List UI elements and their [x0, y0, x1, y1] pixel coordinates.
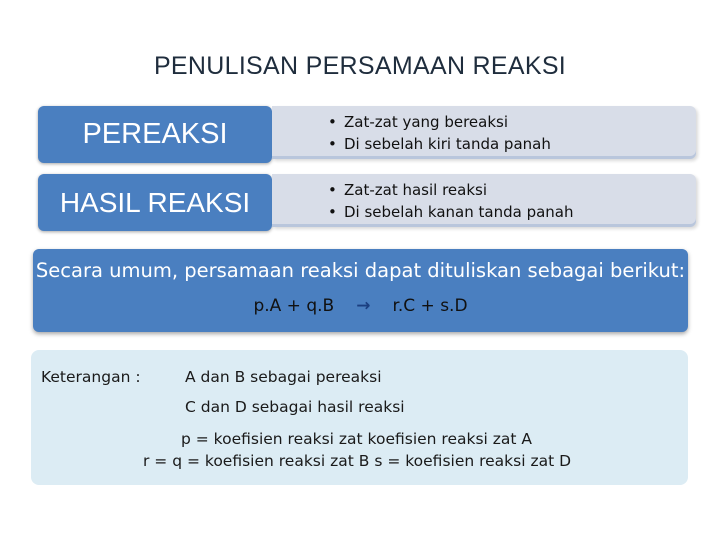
note-line: A dan B sebagai pereaksi — [185, 368, 382, 386]
slide-title: PENULISAN PERSAMAAN REAKSI — [153, 52, 567, 80]
row-description-hasil-reaksi — [272, 174, 696, 227]
definition-row-hasil-reaksi — [38, 174, 696, 231]
notes-heading: Keterangan : — [41, 368, 141, 386]
row-description-pereaksi — [272, 106, 696, 159]
note-line: C dan D sebagai hasil reaksi — [185, 398, 405, 416]
bullet-item — [328, 201, 573, 223]
note-line: r = q = koefisien reaksi zat B s = koefisien reaksi zat D — [143, 452, 572, 470]
general-equation — [33, 296, 688, 316]
bullet-item — [328, 111, 551, 133]
note-line: p = koefisien reaksi zat koefisien reaksi zat A — [181, 430, 533, 448]
bullet-item — [328, 179, 573, 201]
definition-row-pereaksi — [38, 106, 696, 163]
bullet-text: Di sebelah kanan tanda panah — [344, 203, 574, 221]
bullet-text: Di sebelah kiri tanda panah — [344, 135, 551, 153]
bullet-icon: • — [328, 135, 337, 153]
bullet-item — [328, 133, 551, 155]
bullet-icon: • — [328, 181, 337, 199]
general-equation-intro: Secara umum, persamaan reaksi dapat dituliskan sebagai berikut: — [35, 259, 686, 282]
row-label-pereaksi: PEREAKSI — [38, 106, 272, 163]
equation-reactants: p.A + q.B — [253, 296, 335, 316]
bullet-icon: • — [328, 203, 337, 221]
general-equation-box — [33, 249, 688, 332]
row-label-hasil-reaksi: HASIL REAKSI — [38, 174, 272, 231]
notes-box — [31, 350, 688, 485]
bullet-text: Zat-zat hasil reaksi — [344, 181, 488, 199]
bullet-icon: • — [328, 113, 337, 131]
equation-products: r.C + s.D — [392, 296, 468, 316]
reaction-arrow-icon: → — [356, 296, 371, 316]
bullet-text: Zat-zat yang bereaksi — [344, 113, 509, 131]
